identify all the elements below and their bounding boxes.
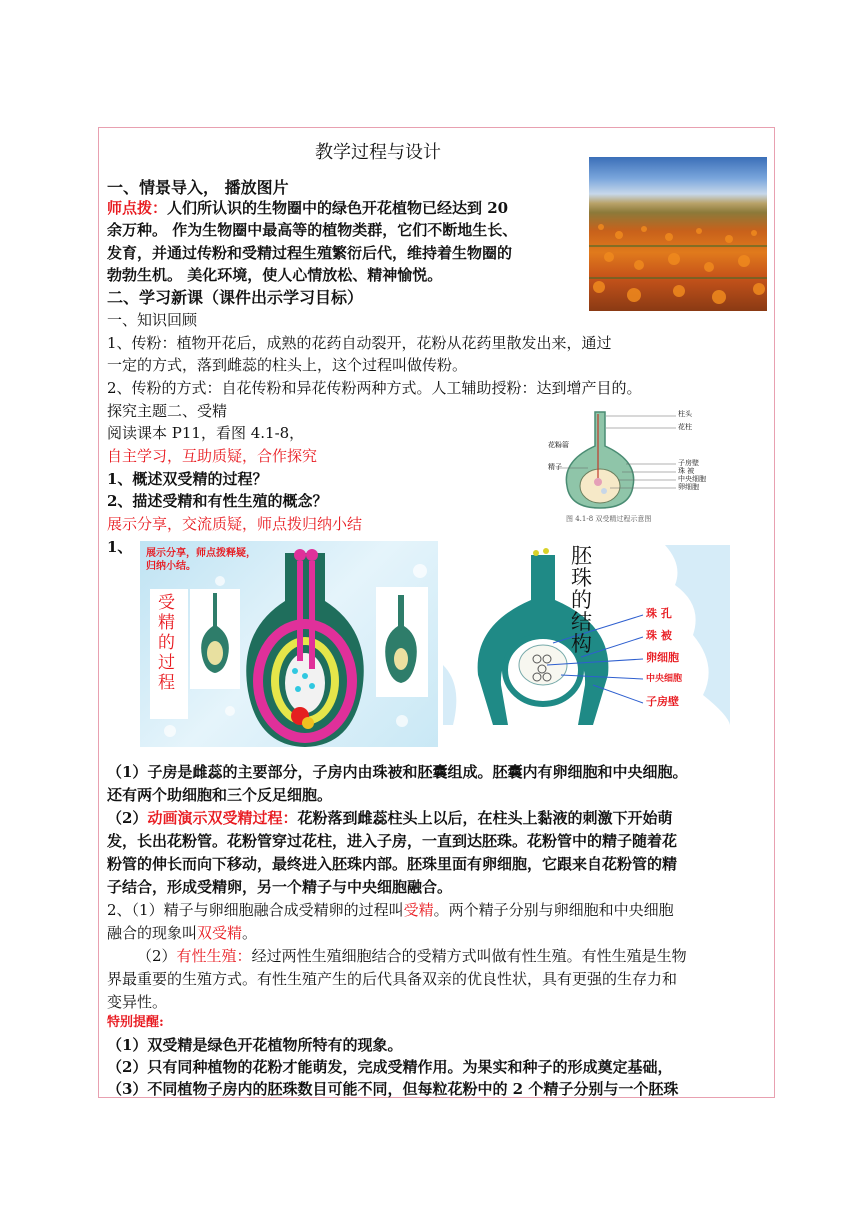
body-line-8a: 融合的现象叫 — [107, 924, 198, 942]
body-line-3-rest: 花粉落到雌蕊柱头上以后，在柱头上黏液的刺激下开始萌 — [297, 809, 673, 827]
note-2: （2）只有同种植物的花粉才能萌发，完成受精作用。为果实和种子的形成奠定基础， — [107, 1058, 673, 1076]
ovule-label-egg-cell: 卵细胞 — [646, 651, 679, 664]
body-line-11: 变异性。 — [107, 993, 168, 1011]
question-2: 2、描述受精和有性生殖的概念？ — [107, 492, 328, 510]
body-line-9a: （2） — [137, 947, 177, 965]
topic-heading: 探究主题二、受精 — [107, 402, 228, 420]
tip-line2: 余万种。 作为生物圈中最高等的植物类群，它们不断地生长、 — [107, 221, 518, 239]
body-line-7b: 。两个精子分别与卵细胞和中央细胞 — [433, 901, 674, 919]
tip-line4: 勃勃生机。 美化环境，使人心情放松、精神愉悦。 — [107, 266, 443, 284]
body-line-8b: 。 — [242, 924, 258, 942]
body-line-2: 还有两个助细胞和三个反足细胞。 — [107, 786, 333, 804]
body-line-4: 发，长出花粉管。花粉管穿过花柱，进入子房，一直到达胚珠。花粉管中的精子随着花 — [107, 832, 678, 850]
fig-label-central-cell: 中央细胞 — [678, 475, 706, 483]
body-line-3-label: （2） — [107, 809, 148, 827]
ovule-label-micropyle: 珠 孔 — [646, 607, 672, 620]
vertical-char-3: 的 — [158, 633, 175, 653]
ovule-structure-diagram — [443, 545, 730, 725]
body-line-8 — [107, 923, 257, 943]
reading-instruction: 阅读课本 P11，看图 4.1-8， — [107, 424, 305, 442]
tip-label: 师点拨： — [107, 199, 168, 217]
share-prompt: 展示分享，交流质疑，师点拨归纳小结 — [107, 515, 363, 533]
body-line-6: 子结合，形成受精卵，另一个精子与中央细胞融合。 — [107, 878, 453, 896]
fig-label-pollen-tube: 花粉管 — [548, 441, 569, 449]
fig-label-stigma: 柱头 — [678, 410, 692, 418]
special-note-label: 特别提醒: — [107, 1015, 164, 1030]
self-study-prompt: 自主学习，互助质疑，合作探究 — [107, 447, 318, 465]
body-line-7a: 2、（1）精子与卵细胞融合成受精卵的过程叫 — [107, 901, 404, 919]
section2-heading: 二、学习新课（课件出示学习目标） — [107, 288, 364, 307]
double-fertilization-diagram — [548, 406, 708, 528]
fig-label-integument: 珠 被 — [678, 467, 695, 475]
body-line-9b: 经过两性生殖细胞结合的受精方式叫做有性生殖。有性生殖是生物 — [251, 947, 687, 965]
pollination-line1: 1、传粉：植物开花后，成熟的花药自动裂开，花粉从花药里散发出来，通过 — [107, 334, 612, 352]
fig-label-egg-cell: 卵细胞 — [678, 483, 699, 491]
tip-paragraph — [107, 198, 508, 218]
ovule-label-integument: 珠 被 — [646, 629, 672, 642]
fertilization-animation-slide — [140, 541, 438, 747]
slide-banner-line1: 展示分享，师点拨释疑， — [146, 548, 256, 559]
pollination-methods: 2、传粉的方式：自花传粉和异花传粉两种方式。人工辅助授粉：达到增产目的。 — [107, 379, 642, 397]
flower-field-photo — [589, 157, 767, 311]
fig-label-style: 花柱 — [678, 423, 692, 431]
ovule-title-char-1: 胚 — [571, 545, 592, 568]
vertical-char-1: 受 — [158, 593, 175, 613]
note-1: （1）双受精是绿色开花植物所特有的现象。 — [107, 1036, 403, 1054]
body-line-5: 粉管的伸长而向下移动，最终进入胚珠内部。胚珠里面有卵细胞，它跟来自花粉管的精 — [107, 855, 678, 873]
body-line-1: （1）子房是雌蕊的主要部分，子房内由珠被和胚囊组成。胚囊内有卵细胞和中央细胞。 — [107, 763, 688, 781]
double-fertilization-term: 双受精 — [197, 924, 243, 942]
fig-label-sperm: 精子 — [548, 463, 562, 471]
fig-caption: 图 4.1-8 双受精过程示意图 — [566, 515, 652, 523]
section1-heading: 一、情景导入， 播放图片 — [107, 178, 289, 197]
sexual-reproduction-term: 有性生殖： — [176, 947, 252, 965]
fertilization-term: 受精 — [403, 901, 434, 919]
knowledge-review: 一、知识回顾 — [107, 311, 198, 329]
ovule-title-char-3: 的 — [571, 588, 592, 612]
ovule-label-central-cell: 中央细胞 — [646, 674, 683, 684]
page-title: 教学过程与设计 — [315, 142, 441, 163]
tip-line3: 发育，并通过传粉和受精过程生殖繁衍后代，维持着生物圈的 — [107, 244, 513, 262]
question-1: 1、概述双受精的过程？ — [107, 470, 268, 488]
fig-label-ovary-wall: 子房壁 — [678, 459, 699, 467]
body-line-3 — [107, 808, 672, 828]
ovule-title-char-4: 结 — [571, 610, 592, 634]
vertical-char-4: 过 — [158, 653, 175, 673]
item-number-1: 1、 — [107, 538, 133, 556]
tip-line1: 人们所认识的生物圈中的绿色开花植物已经达到 20 — [167, 199, 509, 217]
note-3: （3）不同植物子房内的胚珠数目可能不同，但每粒花粉中的 2 个精子分别与一个胚珠 — [107, 1080, 679, 1098]
vertical-char-2: 精 — [158, 613, 175, 633]
body-line-10: 界最重要的生殖方式。有性生殖产生的后代具备双亲的优良性状，具有更强的生存力和 — [107, 970, 678, 988]
pollination-line2: 一定的方式，落到雌蕊的柱头上，这个过程叫做传粉。 — [107, 356, 468, 374]
vertical-char-5: 程 — [158, 673, 175, 693]
animation-demo-label: 动画演示双受精过程： — [147, 809, 298, 827]
ovule-title-char-5: 构 — [571, 632, 592, 656]
ovule-title-char-2: 珠 — [571, 566, 592, 590]
body-line-7 — [107, 900, 674, 920]
body-line-9 — [137, 946, 687, 966]
slide-banner-line2: 归纳小结。 — [146, 561, 196, 572]
ovule-label-ovary-wall: 子房壁 — [646, 695, 679, 708]
